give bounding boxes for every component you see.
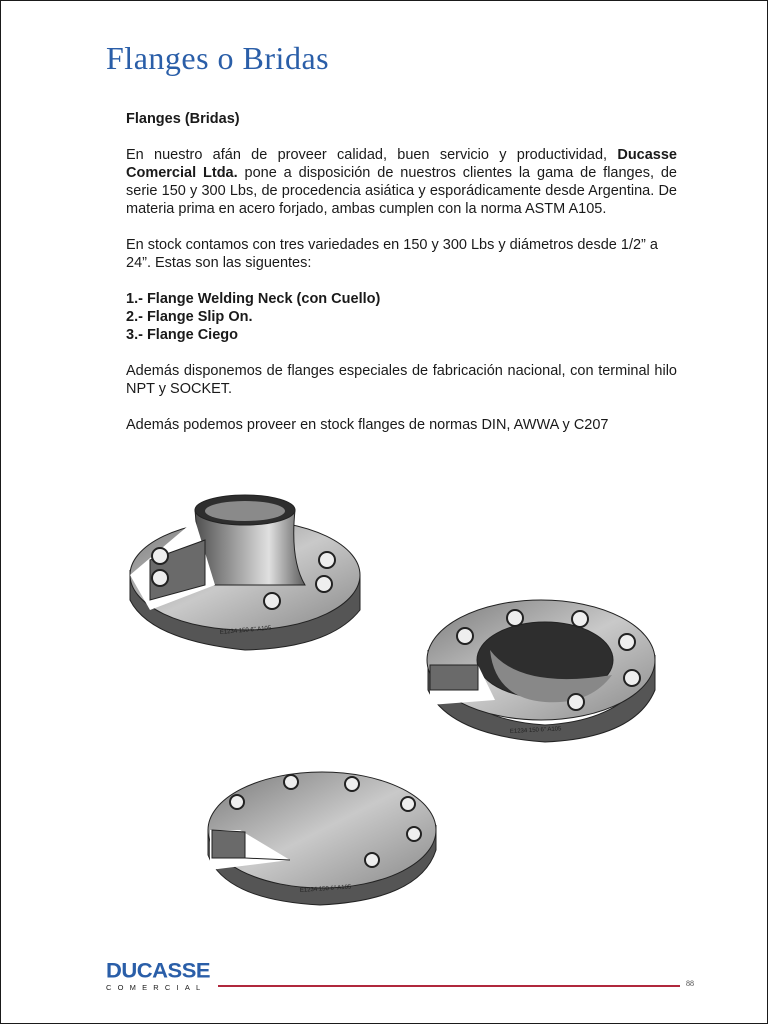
- page-title: Flanges o Bridas: [106, 40, 330, 76]
- weld-neck-marking: E1234 150 6" A105: [219, 625, 272, 636]
- list-item: 2.- Flange Slip On.: [126, 309, 253, 325]
- intro-text-end: pone a disposición de nuestros clientes la gama de flanges, de serie 150 y 300 Lbs, de procedencia asiática y esporádicamente desde Argentina. De materia prima en acero forjado, ambas cumplen con la norma ASTM A105.: [126, 165, 677, 217]
- standards-paragraph: Además podemos proveer en stock flanges de normas DIN, AWWA y C207: [126, 417, 609, 433]
- special-flanges-paragraph: Además disponemos de flanges especiales de fabricación nacional, con terminal hilo NPT y SOCKET.: [126, 363, 677, 397]
- section-heading: Flanges (Bridas): [126, 111, 240, 127]
- footer-divider: [218, 985, 680, 987]
- blind-marking: E1234 150 6" A105: [299, 884, 352, 894]
- stock-paragraph: En stock contamos con tres variedades en 150 y 300 Lbs y diámetros desde 1/2” a 24”. Estas son las siguentes:: [126, 237, 658, 271]
- page-number: 88: [686, 979, 694, 988]
- company-logo: [106, 958, 211, 993]
- weld-neck-flange-figure: [130, 495, 360, 650]
- list-item: 1.- Flange Welding Neck (con Cuello): [126, 291, 381, 307]
- logo-subtitle: COMERCIAL: [106, 983, 207, 992]
- logo-wordmark: DUCASSE: [106, 958, 211, 983]
- intro-text-start: En nuestro afán de proveer calidad, buen servicio y productividad,: [126, 147, 618, 163]
- slip-on-flange-figure: [427, 600, 655, 742]
- slip-on-marking: E1234 150 6" A105: [509, 726, 562, 735]
- blind-flange-figure: [208, 772, 436, 905]
- list-item: 3.- Flange Ciego: [126, 327, 238, 343]
- company-name: Ducasse Comercial Ltda.: [126, 147, 677, 181]
